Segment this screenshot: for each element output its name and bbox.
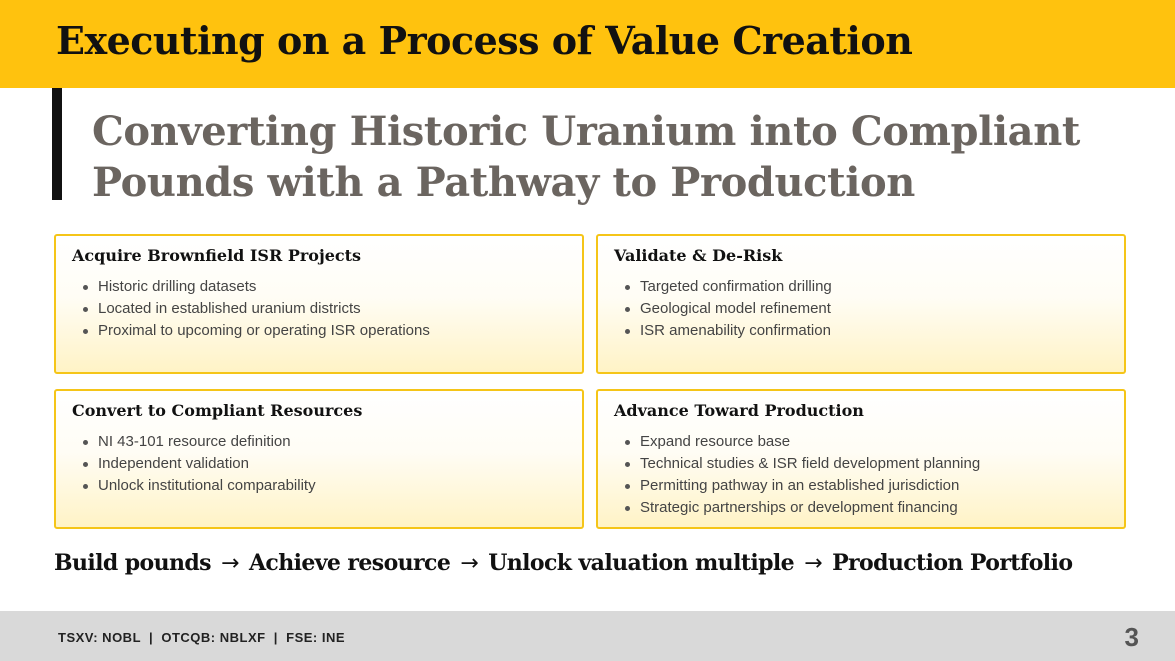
list-item: Independent validation bbox=[82, 453, 316, 475]
page-title: Executing on a Process of Value Creation bbox=[56, 18, 913, 63]
list-item: Permitting pathway in an established jurisdiction bbox=[624, 475, 980, 497]
list-item: Historic drilling datasets bbox=[82, 276, 430, 298]
card-bullet-list bbox=[624, 431, 980, 519]
list-item: NI 43-101 resource definition bbox=[82, 431, 316, 453]
subtitle-line-2: Pounds with a Pathway to Production bbox=[92, 159, 915, 206]
card-convert bbox=[54, 389, 584, 529]
flow-step: Production Portfolio bbox=[832, 550, 1073, 576]
list-item: Proximal to upcoming or operating ISR operations bbox=[82, 320, 430, 342]
subtitle bbox=[92, 106, 1092, 208]
right-arrow-icon: → bbox=[221, 551, 239, 576]
footer-bar bbox=[0, 611, 1175, 661]
right-arrow-icon: → bbox=[804, 551, 822, 576]
card-bullet-list bbox=[624, 276, 832, 342]
flow-step: Achieve resource bbox=[248, 550, 451, 576]
card-title: Advance Toward Production bbox=[614, 401, 864, 420]
value-flow-line bbox=[54, 550, 1072, 576]
card-bullet-list bbox=[82, 276, 430, 342]
flow-step: Unlock valuation multiple bbox=[488, 550, 795, 576]
list-item: Targeted confirmation drilling bbox=[624, 276, 832, 298]
page-number: 3 bbox=[1124, 622, 1139, 652]
card-title: Acquire Brownfield ISR Projects bbox=[72, 246, 362, 265]
subtitle-line-1: Converting Historic Uranium into Compliant bbox=[92, 108, 1080, 155]
right-arrow-icon: → bbox=[460, 551, 479, 576]
ticker-symbols: TSXV: NOBL | OTCQB: NBLXF | FSE: INE bbox=[58, 630, 346, 645]
card-acquire bbox=[54, 234, 584, 374]
list-item: ISR amenability confirmation bbox=[624, 320, 832, 342]
flow-step: Build pounds bbox=[54, 550, 211, 576]
list-item: Expand resource base bbox=[624, 431, 980, 453]
card-validate bbox=[596, 234, 1126, 374]
list-item: Technical studies & ISR field development planning bbox=[624, 453, 980, 475]
list-item: Unlock institutional comparability bbox=[82, 475, 316, 497]
list-item: Geological model refinement bbox=[624, 298, 832, 320]
card-title: Validate & De-Risk bbox=[614, 246, 783, 265]
card-bullet-list bbox=[82, 431, 316, 497]
list-item: Strategic partnerships or development financing bbox=[624, 497, 980, 519]
subtitle-accent-bar bbox=[52, 88, 62, 200]
header-bar bbox=[0, 0, 1175, 88]
card-advance bbox=[596, 389, 1126, 529]
card-title: Convert to Compliant Resources bbox=[72, 401, 363, 420]
list-item: Located in established uranium districts bbox=[82, 298, 430, 320]
